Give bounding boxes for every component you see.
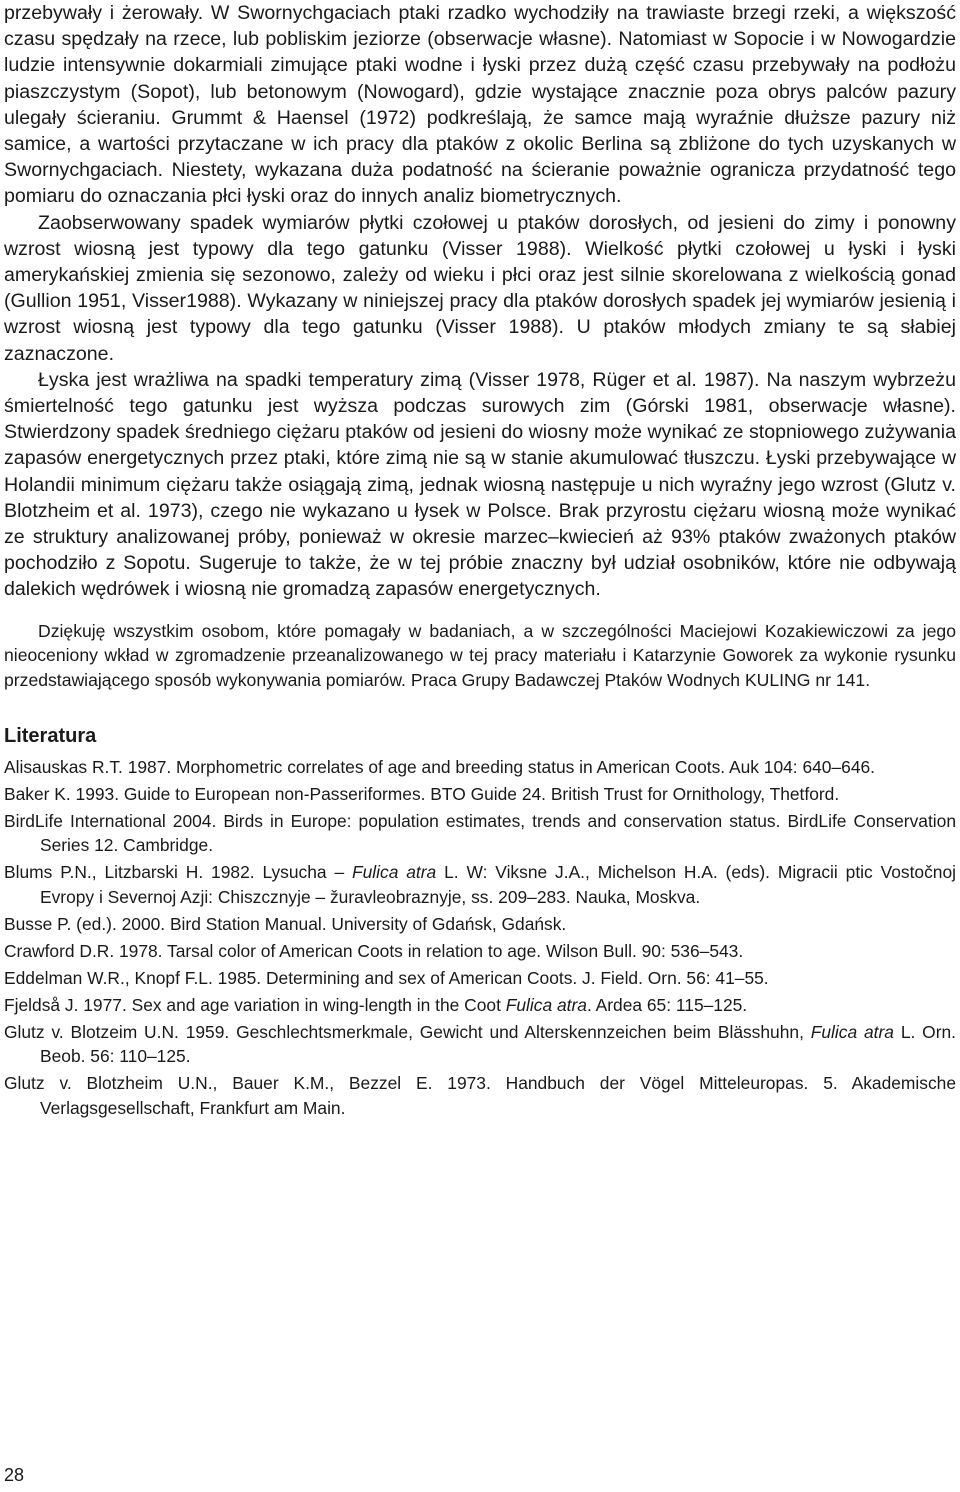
page-number: 28 xyxy=(4,1465,25,1485)
paragraph-claws: przebywały i żerowały. W Swornychgaciach ptaki rzadko wychodziły na trawiaste brzegi rzeki, a większość czasu spędzały na rzece, lub pobliskim jeziorze (obserwacje własne). Natomiast w Sopocie i w Nowogardzie ludzie intensywnie dokarmiali zimujące ptaki wodne i łyski przez dużą część czasu przebywały na podłożu piaszczystym (Sopot), lub betonowym (Nowogard), gdzie wystające znacznie poza obrys palców pazury ulegały ścieraniu. Grummt & Haensel (1972) podkreślają, że samce mają wyraźnie dłuższe pazury niż samice, a wartości przytaczane w ich pracy dla ptaków z okolic Berlina są zbliżone do tych uzyskanych w Swornychgaciach. Niestety, wykazana duża podatność na ścieranie poważnie ogranicza przydatność tego pomiaru do oznaczania płci łyski oraz do innych analiz biometrycznych. xyxy=(4,2,956,208)
references-list xyxy=(4,755,956,1120)
references-heading: Literatura xyxy=(4,725,97,748)
reference-item: Eddelman W.R., Knopf F.L. 1985. Determining and sex of American Coots. J. Field. Orn. 56: 41–55. xyxy=(4,967,769,988)
paragraph-weight: Łyska jest wrażliwa na spadki temperatury zimą (Visser 1978, Rüger et al. 1987). Na naszym wybrzeżu śmiertelność tego gatunku jest wyższa podczas surowych zim (Górski 1981, obserwacje własne). Stwierdzony spadek średniego ciężaru ptaków od jesieni do wiosny może wynikać ze stopniowego zużywania zapasów energetycznych przez ptaki, które zimą nie są w stanie akumulować tłuszczu. Łyski przebywające w Holandii minimum ciężaru także osiągają zimą, jednak wiosną następuje u nich wyraźny jego wzrost (Glutz v. Blotzheim et al. 1973), czego nie wykazano u łysek w Polsce. Brak przyrostu ciężaru wiosną może wynikać ze struktury analizowanej próby, ponieważ w okresie marzec–kwiecień aż 93% ptaków zważonych ptaków pochodziło z Sopotu. Sugeruje to także, że w tej próbie znaczny był udział osobników, które nie odbywają dalekich wędrówek i wiosną nie gromadzą zapasów energetycznych. xyxy=(4,368,956,601)
reference-item: Baker K. 1993. Guide to European non-Passeriformes. BTO Guide 24. British Trust for Ornithology, Thetford. xyxy=(4,784,840,805)
page-content xyxy=(4,0,956,1123)
reference-item: Fjeldså J. 1977. Sex and age variation in wing-length in the Coot Fulica atra. Ardea 65: 115–125. xyxy=(4,994,748,1015)
reference-item: Crawford D.R. 1978. Tarsal color of American Coots in relation to age. Wilson Bull. 90: 536–543. xyxy=(4,940,744,961)
paragraph-frontal-shield: Zaobserwowany spadek wymiarów płytki czołowej u ptaków dorosłych, od jesieni do zimy i ponowny wzrost wiosną jest typowy dla tego gatunku (Visser 1988). Wielkość płytki czołowej u łyski i łyski amerykańskiej zmienia się sezonowo, zależy od wieku i płci oraz jest silnie skorelowana z wielkością gonad (Gullion 1951, Visser1988). Wykazany w niniejszej pracy dla ptaków dorosłych spadek jej wymiarów jesienią i wzrost wiosną jest typowy dla tego gatunku (Visser 1988). U ptaków młodych zmiany te są słabiej zaznaczone. xyxy=(4,211,956,365)
reference-item: Glutz v. Blotzeim U.N. 1959. Geschlechtsmerkmale, Gewicht und Alterskennzeichen beim Blässhuhn, Fulica atra L. Orn. Beob. 56: 110–125. xyxy=(4,1021,956,1067)
reference-item: Alisauskas R.T. 1987. Morphometric correlates of age and breeding status in American Coots. Auk 104: 640–646. xyxy=(4,757,875,778)
body-text xyxy=(4,0,956,603)
reference-item: Busse P. (ed.). 2000. Bird Station Manual. University of Gdańsk, Gdańsk. xyxy=(4,913,567,934)
reference-item: Glutz v. Blotzheim U.N., Bauer K.M., Bezzel E. 1973. Handbuch der Vögel Mitteleuropas. 5. Akademische Verlagsgesellschaft, Frankfurt am Main. xyxy=(4,1073,956,1118)
reference-item: BirdLife International 2004. Birds in Europe: population estimates, trends and conservation status. BirdLife Conservation Series 12. Cambridge. xyxy=(4,811,956,856)
acknowledgement: Dziękuję wszystkim osobom, które pomagały w badaniach, a w szczególności Maciejowi Kozakiewiczowi za jego nieoceniony wkład w zgromadzenie przeanalizowanego w tej pracy materiału i Katarzynie Goworek za wykonie rysunku przedstawiającego sposób wykonywania pomiarów. Praca Grupy Badawczej Ptaków Wodnych KULING nr 141. xyxy=(4,620,956,691)
reference-item: Blums P.N., Litzbarski H. 1982. Lysucha – Fulica atra L. W: Viksne J.A., Michelson H.A. (eds). Migracii ptic Vostočnoj Evropy i Severnoj Azji: Chiszcznyje – žuravleobraznyje, ss. 209–283. Nauka, Moskva. xyxy=(4,862,957,907)
